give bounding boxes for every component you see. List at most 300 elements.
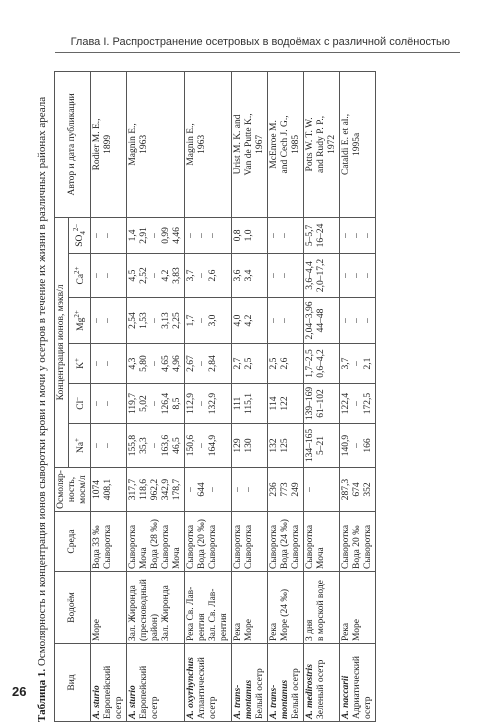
species-latin: A. trans-	[233, 684, 243, 719]
author-cell	[232, 71, 268, 217]
medium-cell	[91, 512, 127, 572]
medium-value: Сыворотка	[186, 524, 196, 569]
osmolarity-cell	[268, 468, 304, 512]
water-body-value: рентия	[219, 613, 229, 641]
author-value: 1985	[291, 134, 301, 154]
so4-value: 1,0	[244, 229, 254, 242]
mg-value: –	[269, 318, 279, 323]
mg-value: 2,54	[128, 312, 138, 329]
na-value: –	[352, 443, 362, 448]
na-value: –	[197, 443, 207, 448]
so4-cell	[91, 217, 127, 253]
author-value: 1899	[103, 134, 113, 154]
mg-value: 2,25	[172, 312, 182, 329]
k-value: 5,80	[139, 355, 149, 372]
na-value: 150,6	[186, 434, 196, 457]
medium-value: Вода 20 ‰	[352, 525, 362, 569]
cl-value: 139–169	[305, 386, 315, 421]
rotated-content	[36, 62, 456, 722]
k-value: 2,7	[233, 357, 243, 370]
osmolarity-value: –	[233, 487, 243, 492]
author-value: 1963	[197, 134, 207, 154]
cl-value: 172,5	[363, 392, 373, 415]
k-value: –	[352, 361, 362, 366]
k-value: 2,67	[186, 355, 196, 372]
author-cell	[268, 71, 304, 217]
k-cell	[340, 344, 376, 384]
k-value: –	[197, 361, 207, 366]
ca-value: 2,6	[208, 269, 218, 282]
water-body-value: Зал. Св. Лав-	[208, 588, 218, 641]
k-cell	[268, 344, 304, 384]
osmolarity-value: 287,3	[341, 478, 351, 501]
na-cell	[232, 424, 268, 468]
species-latin: A. sturio	[128, 685, 138, 719]
mg-value: 1,7	[186, 314, 196, 327]
so4-cell	[340, 217, 376, 253]
mg-value: 3,0	[208, 314, 218, 327]
medium-value: Сыворотка	[128, 524, 138, 569]
species-cell	[304, 644, 340, 722]
cl-value: –	[103, 401, 113, 406]
header-ca: $Ca^{2+}$	[69, 254, 91, 298]
medium-value: Вода (24 ‰)	[280, 519, 290, 569]
water-body-value: Зал. Жиронда	[161, 585, 171, 641]
water-body-cell	[304, 572, 340, 644]
species-cell	[340, 644, 376, 722]
header-rule	[55, 52, 460, 53]
so4-value: –	[208, 233, 218, 238]
osmolarity-value: –	[186, 487, 196, 492]
na-value: 132	[269, 438, 279, 453]
na-value: 46,5	[172, 437, 182, 454]
caption-label: Таблица 1.	[36, 668, 48, 722]
ca-value: –	[341, 273, 351, 278]
species-latin: A. naccarii	[341, 675, 351, 719]
so4-value: –	[103, 233, 113, 238]
osmolarity-value: 408,1	[103, 478, 113, 501]
cl-value: 112,9	[186, 392, 196, 415]
so4-cell	[185, 217, 232, 253]
ca-value: 4,5	[128, 269, 138, 282]
osmolarity-value: –	[244, 487, 254, 492]
ca-value: 2,0–17,2	[316, 258, 326, 293]
water-body-cell	[127, 572, 185, 644]
k-value: 4,96	[172, 355, 182, 372]
ca-value: –	[103, 273, 113, 278]
mg-cell	[268, 298, 304, 344]
k-value: 3,7	[341, 357, 351, 370]
mg-value: 1,53	[139, 312, 149, 329]
osmolarity-value: 236	[269, 482, 279, 497]
author-cell	[185, 71, 232, 217]
header-mg: $Mg^{2+}$	[69, 298, 91, 344]
running-head: Глава I. Распространение осетровых в водоёмах с различной солёностью	[70, 36, 450, 48]
cl-value: 111	[233, 396, 243, 411]
species-common-name: Белый осетр	[255, 668, 265, 719]
cl-value: –	[352, 401, 362, 406]
medium-value: Сыворотка	[291, 524, 301, 569]
so4-value: 2,91	[139, 227, 149, 244]
k-value: 0,6–4,2	[316, 349, 326, 378]
na-cell	[185, 424, 232, 468]
medium-value: Моча	[316, 547, 326, 569]
table-row	[268, 71, 304, 721]
author-value: Magnin E.,	[186, 123, 196, 166]
table-body	[91, 71, 376, 721]
rotated-table-area	[36, 62, 500, 722]
cl-value: 122,4	[341, 392, 351, 415]
water-body-value: Море	[244, 619, 254, 641]
medium-cell	[268, 512, 304, 572]
osmolarity-value: –	[305, 487, 315, 492]
mg-value: –	[103, 318, 113, 323]
species-latin: A. trans-	[269, 684, 279, 719]
medium-value: Сыворотка	[305, 524, 315, 569]
so4-cell	[232, 217, 268, 253]
cl-value: 126,4	[161, 392, 171, 415]
mg-value: –	[341, 318, 351, 323]
so4-value: 5–5,7	[305, 224, 315, 247]
mg-cell	[340, 298, 376, 344]
na-value: 125	[280, 438, 290, 453]
water-body-value: район)	[150, 613, 160, 641]
species-cell	[127, 644, 185, 722]
water-body-value: Река	[341, 622, 351, 641]
ca-cell	[127, 254, 185, 298]
mg-cell	[304, 298, 340, 344]
author-value: Potts W. T. W.	[305, 117, 315, 172]
author-value: 1963	[139, 134, 149, 154]
ca-cell	[185, 254, 232, 298]
ca-cell	[340, 254, 376, 298]
k-value: 1,7–2,5	[305, 349, 315, 378]
cl-value: 119,7	[128, 392, 138, 415]
author-value: Magnin E.,	[128, 123, 138, 166]
medium-value: Сыворотка	[363, 524, 373, 569]
water-body-value: рентия	[197, 613, 207, 641]
species-common-name: Адриатический осетр	[352, 656, 373, 719]
osmolarity-value: 342,9	[161, 478, 171, 501]
ca-cell	[304, 254, 340, 298]
na-cell	[127, 424, 185, 468]
header-water-body: Водоём	[55, 572, 91, 644]
mg-cell	[185, 298, 232, 344]
water-body-value: Зал. Жиронда	[128, 585, 138, 641]
mg-value: 3,13	[161, 312, 171, 329]
ca-value: 3,6–4,4	[305, 261, 315, 290]
so4-cell	[304, 217, 340, 253]
cl-value: –	[197, 401, 207, 406]
mg-value: 4,0	[233, 314, 243, 327]
mg-value: –	[352, 318, 362, 323]
medium-value: Моча	[139, 547, 149, 569]
ion-concentration-table	[54, 71, 376, 722]
cl-value: 8,5	[172, 397, 182, 410]
species-common-name: Атлантический осетр	[197, 657, 218, 719]
header-cl: Cl–	[69, 384, 91, 424]
table-row	[232, 71, 268, 721]
mg-value: –	[150, 318, 160, 323]
osmolarity-value: 178,7	[172, 478, 182, 501]
author-value: 1967	[255, 134, 265, 154]
water-body-cell	[268, 572, 304, 644]
medium-cell	[232, 512, 268, 572]
header-ion-group: Концентрация ионов, мэкв/л	[55, 217, 69, 467]
so4-value: –	[341, 233, 351, 238]
header-author: Автор и дата публикации	[55, 71, 91, 217]
osmolarity-value: 674	[352, 482, 362, 497]
k-cell	[232, 344, 268, 384]
osmolarity-value: 644	[197, 482, 207, 497]
osmolarity-value: 962,2	[150, 478, 160, 501]
author-value: Van de Putte K.,	[244, 113, 254, 176]
medium-value: Моча	[172, 547, 182, 569]
species-latin: A. sturio	[92, 685, 102, 719]
na-value: 129	[233, 438, 243, 453]
medium-value: Сыворотка	[244, 524, 254, 569]
species-latin: A. medirostris	[305, 664, 315, 719]
cl-cell	[304, 384, 340, 424]
so4-cell	[127, 217, 185, 253]
so4-value: 0,8	[233, 229, 243, 242]
osmolarity-value: 352	[363, 482, 373, 497]
cl-cell	[340, 384, 376, 424]
water-body-cell	[91, 572, 127, 644]
na-value: 155,8	[128, 434, 138, 457]
water-body-value: 3 дня	[305, 619, 315, 641]
ca-value: –	[92, 273, 102, 278]
medium-value: Сыворотка	[269, 524, 279, 569]
so4-value: 4,46	[172, 227, 182, 244]
so4-value: –	[186, 233, 196, 238]
na-value: 134–165	[305, 428, 315, 463]
ca-value: –	[269, 273, 279, 278]
medium-cell	[185, 512, 232, 572]
medium-cell	[127, 512, 185, 572]
medium-value: Вода (20 ‰)	[197, 519, 207, 569]
ca-value: 3,7	[186, 269, 196, 282]
water-body-value: Море (24 ‰)	[280, 588, 290, 641]
cl-value: 122	[280, 396, 290, 411]
species-common-name: Белый осетр	[291, 668, 301, 719]
water-body-value: Море	[92, 619, 102, 641]
cl-cell	[185, 384, 232, 424]
ca-value: –	[363, 273, 373, 278]
na-cell	[91, 424, 127, 468]
k-value: 2,5	[244, 357, 254, 370]
cl-cell	[91, 384, 127, 424]
mg-value: –	[280, 318, 290, 323]
author-value: Cataldi E. et al.,	[341, 113, 351, 176]
so4-value: –	[197, 233, 207, 238]
species-cell	[91, 644, 127, 722]
author-cell	[340, 71, 376, 217]
na-value: –	[150, 443, 160, 448]
water-body-value: Река	[233, 622, 243, 641]
cl-value: 61–102	[316, 389, 326, 418]
author-value: 1972	[327, 134, 337, 154]
author-value: and Cech J. G.,	[280, 115, 290, 174]
na-value: 140,9	[341, 434, 351, 457]
author-value: and Rudy P. P.,	[316, 115, 326, 173]
water-body-value: Река	[269, 622, 279, 641]
medium-value: Сыворотка	[208, 524, 218, 569]
k-value: –	[92, 361, 102, 366]
k-value: 4,3	[128, 357, 138, 370]
water-body-value: Море	[352, 619, 362, 641]
ca-value: –	[352, 273, 362, 278]
table-row	[91, 71, 127, 721]
osmolarity-value: –	[208, 487, 218, 492]
cl-value: 132,9	[208, 392, 218, 415]
k-value: –	[150, 361, 160, 366]
na-value: –	[92, 443, 102, 448]
water-body-value: Река Св. Лав-	[186, 586, 196, 641]
water-body-value: (пресноводный	[139, 579, 149, 641]
ca-value: –	[197, 273, 207, 278]
mg-cell	[91, 298, 127, 344]
cl-value: –	[150, 401, 160, 406]
medium-value: Сыворотка	[341, 524, 351, 569]
species-latin-cont: montanus	[244, 679, 254, 719]
species-common-name: Зеленый осетр	[316, 659, 326, 719]
mg-value: 2,04–3,96	[305, 301, 315, 340]
author-cell	[127, 71, 185, 217]
ca-cell	[268, 254, 304, 298]
cl-cell	[268, 384, 304, 424]
so4-value: –	[280, 233, 290, 238]
ca-value: 4,2	[161, 269, 171, 282]
ca-value: 3,6	[233, 269, 243, 282]
table-row	[185, 71, 232, 721]
water-body-value: в морской воде	[316, 580, 326, 641]
osmolarity-value: 118,6	[139, 478, 149, 501]
page-number: 26	[12, 684, 27, 699]
k-cell	[91, 344, 127, 384]
so4-value: 1,4	[128, 229, 138, 242]
so4-value: –	[92, 233, 102, 238]
table-row	[340, 71, 376, 721]
table-row	[127, 71, 185, 721]
medium-cell	[340, 512, 376, 572]
table-row	[304, 71, 340, 721]
medium-value: Вода (28 ‰)	[150, 519, 160, 569]
osmolarity-cell	[91, 468, 127, 512]
na-value: 130	[244, 438, 254, 453]
osmolarity-value: 1074	[92, 480, 102, 499]
species-latin-cont: montanus	[280, 679, 290, 719]
header-osmolarity: Осмоляр-ность, мосм/л	[55, 468, 91, 512]
k-value: 2,84	[208, 355, 218, 372]
k-cell	[304, 344, 340, 384]
medium-value: Сыворотка	[161, 524, 171, 569]
author-value: Rodier M. E.,	[92, 118, 102, 171]
medium-cell	[304, 512, 340, 572]
na-cell	[304, 424, 340, 468]
k-value: 2,1	[363, 357, 373, 370]
medium-value: Вода 33 ‰	[92, 525, 102, 569]
ca-value: –	[150, 273, 160, 278]
species-cell	[185, 644, 232, 722]
osmolarity-cell	[185, 468, 232, 512]
k-cell	[185, 344, 232, 384]
ca-value: 2,52	[139, 267, 149, 284]
na-cell	[268, 424, 304, 468]
author-value: 1995a	[352, 132, 362, 157]
header-species: Вид	[55, 644, 91, 722]
author-cell	[91, 71, 127, 217]
author-value: Urist M. K. and	[233, 114, 243, 175]
species-common-name: Европейский осетр	[103, 665, 124, 719]
so4-value: –	[269, 233, 279, 238]
mg-value: –	[92, 318, 102, 323]
k-value: –	[103, 361, 113, 366]
author-value: McEnroe M.	[269, 120, 279, 169]
medium-value: Сыворотка	[233, 524, 243, 569]
mg-value: 44–48	[316, 308, 326, 333]
mg-cell	[232, 298, 268, 344]
na-value: 166	[363, 438, 373, 453]
ca-value: –	[280, 273, 290, 278]
osmolarity-cell	[340, 468, 376, 512]
mg-value: 4,2	[244, 314, 254, 327]
species-latin: A. oxyrhynchus	[186, 657, 196, 719]
water-body-cell	[340, 572, 376, 644]
osmolarity-cell	[304, 468, 340, 512]
cl-value: 115,1	[244, 392, 254, 415]
ca-value: 3,4	[244, 269, 254, 282]
mg-value: –	[363, 318, 373, 323]
so4-value: –	[363, 233, 373, 238]
ca-cell	[91, 254, 127, 298]
osmolarity-value: 249	[291, 482, 301, 497]
k-cell	[127, 344, 185, 384]
so4-value: 0,99	[161, 227, 171, 244]
ca-cell	[232, 254, 268, 298]
header-row-1	[55, 71, 69, 721]
cl-value: –	[92, 401, 102, 406]
ca-value: 3,83	[172, 267, 182, 284]
header-medium: Среда	[55, 512, 91, 572]
na-value: 35,3	[139, 437, 149, 454]
osmolarity-cell	[232, 468, 268, 512]
so4-cell	[268, 217, 304, 253]
osmolarity-value: 317,7	[128, 478, 138, 501]
mg-cell	[127, 298, 185, 344]
cl-cell	[127, 384, 185, 424]
mg-value: –	[197, 318, 207, 323]
species-cell	[268, 644, 304, 722]
cl-value: 114	[269, 396, 279, 411]
cl-value: 5,02	[139, 395, 149, 412]
na-value: 5–21	[316, 436, 326, 455]
osmolarity-value: 773	[280, 482, 290, 497]
species-common-name: Европейский осетр	[139, 665, 160, 719]
cl-cell	[232, 384, 268, 424]
so4-value: –	[352, 233, 362, 238]
na-value: –	[103, 443, 113, 448]
author-cell	[304, 71, 340, 217]
caption-text: Осмолярность и концентрация ионов сыворотки крови и мочи у осетров в течение их жизни в различных районах ареала	[36, 96, 48, 667]
so4-value: 16–24	[316, 223, 326, 248]
so4-value: –	[150, 233, 160, 238]
species-cell	[232, 644, 268, 722]
medium-value: Сыворотка	[103, 524, 113, 569]
na-cell	[340, 424, 376, 468]
k-value: 4,65	[161, 355, 171, 372]
na-value: 163,6	[161, 434, 171, 457]
